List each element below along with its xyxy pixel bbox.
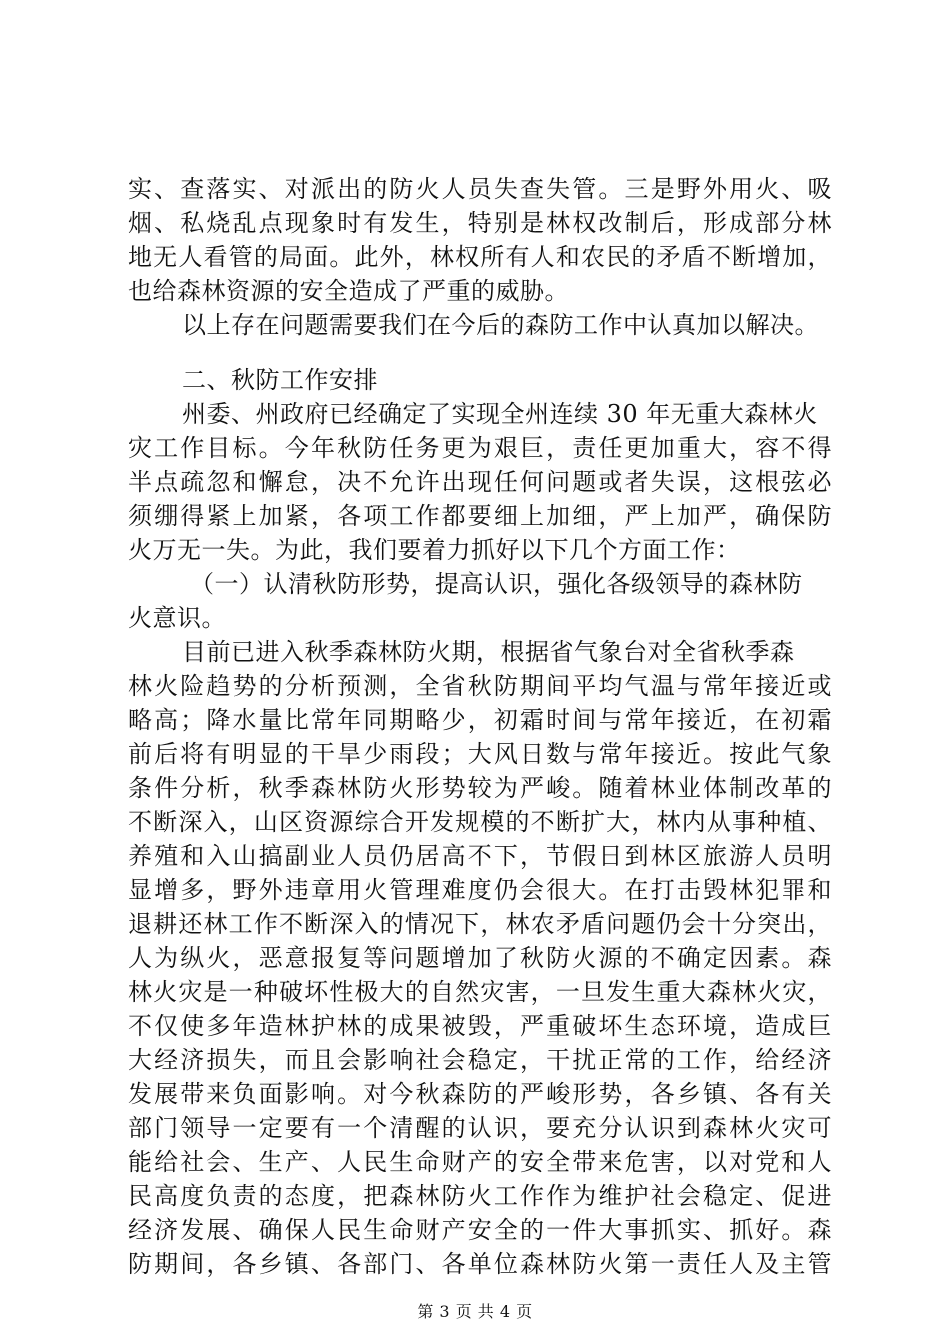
body-text-line: 半点疏忽和懈怠，决不允许出现任何问题或者失误，这根弦必 — [128, 468, 832, 496]
body-text-line: 显增多，野外违章用火管理难度仍会很大。在打击毁林犯罪和 — [128, 876, 832, 904]
body-text-line: 民高度负责的态度，把森林防火工作作为维护社会稳定、促进 — [128, 1182, 832, 1210]
page-footer: 第 3 页 共 4 页 — [417, 1302, 533, 1321]
subsection-heading-continued: 火意识。 — [128, 604, 226, 632]
body-text-line: 实、查落实、对派出的防火人员失查失管。三是野外用火、吸 — [128, 175, 832, 203]
body-text-line: 以上存在问题需要我们在今后的森防工作中认真加以解决。 — [182, 311, 819, 339]
body-text-line: 前后将有明显的干旱少雨段；大风日数与常年接近。按此气象 — [128, 740, 832, 768]
body-text-line: 经济发展、确保人民生命财产安全的一件大事抓实、抓好。森 — [128, 1216, 832, 1244]
body-text-line: 林火险趋势的分析预测，全省秋防期间平均气温与常年接近或 — [128, 672, 832, 700]
body-text-line: 州委、州政府已经确定了实现全州连续 30 年无重大森林火 — [182, 400, 818, 428]
body-text-line: 火万无一失。为此，我们要着力抓好以下几个方面工作： — [128, 536, 741, 564]
body-text-line: 防期间，各乡镇、各部门、各单位森林防火第一责任人及主管 — [128, 1250, 832, 1278]
body-text-line: 地无人看管的局面。此外，林权所有人和农民的矛盾不断增加， — [128, 243, 832, 271]
body-text-line: 林火灾是一种破坏性极大的自然灾害，一旦发生重大森林火灾， — [128, 978, 832, 1006]
body-text-line: 大经济损失，而且会影响社会稳定，干扰正常的工作，给经济 — [128, 1046, 832, 1074]
body-text-line: 灾工作目标。今年秋防任务更为艰巨，责任更加重大，容不得 — [128, 434, 832, 462]
body-text-line: 烟、私烧乱点现象时有发生，特别是林权改制后，形成部分林 — [128, 209, 832, 237]
body-text-line: 部门领导一定要有一个清醒的认识，要充分认识到森林火灾可 — [128, 1114, 832, 1142]
body-text-line: 能给社会、生产、人民生命财产的安全带来危害，以对党和人 — [128, 1148, 832, 1176]
body-text-line: 人为纵火，恶意报复等问题增加了秋防火源的不确定因素。森 — [128, 944, 832, 972]
body-text-line: 须绷得紧上加紧，各项工作都要细上加细，严上加严，确保防 — [128, 502, 832, 530]
section-heading: 二、秋防工作安排 — [182, 366, 378, 394]
body-text-line: 退耕还林工作不断深入的情况下，林农矛盾问题仍会十分突出， — [128, 910, 832, 938]
body-text-line: 养殖和入山搞副业人员仍居高不下，节假日到林区旅游人员明 — [128, 842, 832, 870]
body-text-line: 略高；降水量比常年同期略少，初霜时间与常年接近，在初霜 — [128, 706, 832, 734]
body-text-line: 不断深入，山区资源综合开发规模的不断扩大，林内从事种植、 — [128, 808, 832, 836]
body-text-line: 发展带来负面影响。对今秋森防的严峻形势，各乡镇、各有关 — [128, 1080, 832, 1108]
body-text-line: 不仅使多年造林护林的成果被毁，严重破坏生态环境，造成巨 — [128, 1012, 832, 1040]
body-text-line: 也给森林资源的安全造成了严重的威胁。 — [128, 277, 569, 305]
body-text-line: 条件分析，秋季森林防火形势较为严峻。随着林业体制改革的 — [128, 774, 832, 802]
subsection-heading: （一）认清秋防形势，提高认识，强化各级领导的森林防 — [190, 570, 803, 598]
body-text-line: 目前已进入秋季森林防火期，根据省气象台对全省秋季森 — [182, 638, 795, 666]
